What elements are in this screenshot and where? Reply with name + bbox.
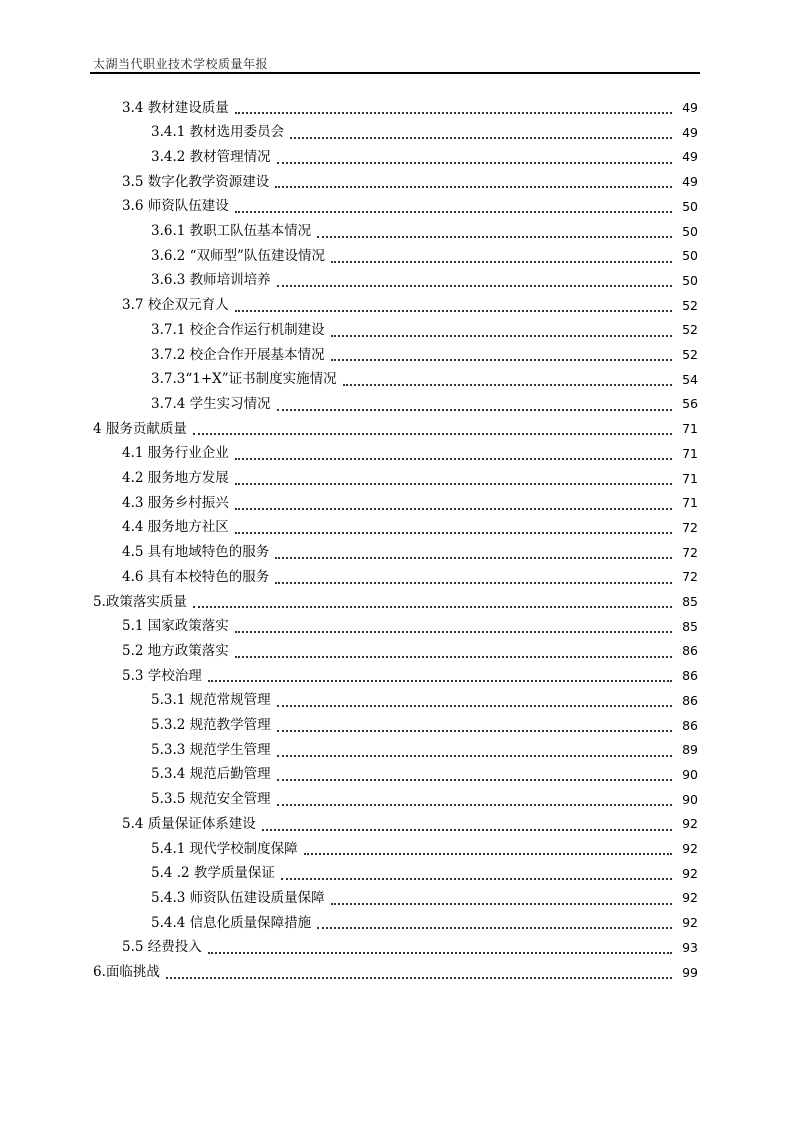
toc-entry[interactable]	[151, 862, 698, 887]
toc-entry-label: 5.4.1 现代学校制度保障	[151, 840, 298, 857]
toc-entry-page-number: 49	[682, 124, 698, 140]
toc-entry-label: 3.5 数字化教学资源建设	[122, 173, 270, 190]
toc-entry-page-number: 50	[682, 198, 698, 214]
toc-entry-page-number: 85	[682, 618, 698, 634]
toc-entry-label: 3.4.2 教材管理情况	[151, 148, 271, 165]
toc-entry-page-number: 52	[682, 347, 698, 363]
toc-entry[interactable]	[151, 145, 698, 170]
toc-entry-page-number: 92	[682, 915, 698, 931]
toc-entry-label: 5.3.5 规范安全管理	[151, 791, 271, 808]
toc-entry-label: 3.6.3 教师培训培养	[151, 272, 271, 289]
toc-entry-page-number: 72	[682, 519, 698, 535]
toc-entry[interactable]	[122, 516, 698, 541]
toc-entry-page-number: 92	[682, 841, 698, 857]
toc-entry-label: 4.3 服务乡村振兴	[122, 494, 229, 511]
toc-entry-label: 4 服务贡献质量	[93, 420, 187, 437]
toc-entry-label: 3.7 校企双元育人	[122, 297, 229, 314]
toc-dot-leader	[317, 222, 672, 238]
toc-entry-page-number: 50	[682, 272, 698, 288]
toc-entry-label: 3.4 教材建设质量	[122, 99, 229, 116]
toc-entry[interactable]	[122, 664, 698, 689]
toc-dot-leader	[277, 716, 672, 732]
toc-entry-page-number: 90	[682, 766, 698, 782]
toc-dot-leader	[166, 963, 672, 979]
toc-entry-label: 5.3.4 规范后勤管理	[151, 766, 271, 783]
toc-entry-label: 3.6.1 教职工队伍基本情况	[151, 223, 312, 240]
toc-entry[interactable]	[151, 318, 698, 343]
toc-entry-page-number: 99	[682, 964, 698, 980]
toc-entry-label: 5.3.2 规范教学管理	[151, 717, 271, 734]
toc-dot-leader	[235, 469, 672, 485]
toc-entry[interactable]	[122, 491, 698, 516]
toc-entry-label: 5.政策落实质量	[93, 593, 187, 610]
toc-entry[interactable]	[122, 467, 698, 492]
toc-dot-leader	[235, 444, 672, 460]
toc-entry-page-number: 90	[682, 791, 698, 807]
toc-entry-page-number: 86	[682, 668, 698, 684]
toc-entry[interactable]	[151, 837, 698, 862]
toc-entry[interactable]	[151, 244, 698, 269]
toc-entry[interactable]	[122, 96, 698, 121]
toc-dot-leader	[331, 247, 672, 263]
toc-entry-label: 5.4 质量保证体系建设	[122, 815, 256, 832]
toc-entry[interactable]	[151, 911, 698, 936]
toc-entry-page-number: 52	[682, 297, 698, 313]
toc-entry-page-number: 89	[682, 742, 698, 758]
toc-dot-leader	[235, 98, 672, 114]
toc-entry-label: 5.3 学校治理	[122, 667, 202, 684]
toc-entry[interactable]	[151, 763, 698, 788]
toc-entry-label: 4.1 服务行业企业	[122, 445, 229, 462]
toc-dot-leader	[331, 345, 672, 361]
toc-entry-page-number: 71	[682, 421, 698, 437]
toc-entry-page-number: 72	[682, 569, 698, 585]
toc-entry[interactable]	[122, 541, 698, 566]
toc-entry-page-number: 50	[682, 223, 698, 239]
toc-entry[interactable]	[151, 738, 698, 763]
toc-entry[interactable]	[122, 170, 698, 195]
toc-entry[interactable]	[151, 220, 698, 245]
toc-dot-leader	[281, 864, 672, 880]
toc-entry-page-number: 71	[682, 470, 698, 486]
toc-entry-page-number: 52	[682, 322, 698, 338]
toc-entry-label: 5.1 国家政策落实	[122, 618, 229, 635]
toc-dot-leader	[277, 790, 672, 806]
header-divider	[90, 72, 700, 74]
toc-dot-leader	[343, 370, 672, 386]
toc-entry-page-number: 56	[682, 396, 698, 412]
toc-dot-leader	[277, 741, 672, 757]
toc-entry-label: 4.6 具有本校特色的服务	[122, 568, 270, 585]
toc-entry-label: 5.4.4 信息化质量保障措施	[151, 914, 312, 931]
toc-entry-page-number: 93	[682, 939, 698, 955]
toc-dot-leader	[235, 296, 672, 312]
toc-dot-leader	[193, 419, 672, 435]
toc-dot-leader	[193, 592, 672, 608]
toc-entry-label: 3.6.2 “双师型”队伍建设情况	[151, 247, 325, 264]
toc-entry[interactable]	[122, 639, 698, 664]
toc-entry-page-number: 72	[682, 544, 698, 560]
toc-entry-page-number: 49	[682, 100, 698, 116]
toc-entry[interactable]	[151, 689, 698, 714]
toc-entry-label: 5.2 地方政策落实	[122, 642, 229, 659]
toc-dot-leader	[208, 938, 672, 954]
toc-entry-label: 3.7.4 学生实习情况	[151, 395, 271, 412]
toc-entry-label: 3.7.1 校企合作运行机制建设	[151, 321, 325, 338]
toc-dot-leader	[262, 815, 672, 831]
toc-dot-leader	[290, 123, 672, 139]
toc-entry-label: 3.6 师资队伍建设	[122, 198, 229, 215]
toc-entry[interactable]	[151, 343, 698, 368]
toc-entry-label: 5.3.3 规范学生管理	[151, 741, 271, 758]
toc-dot-leader	[235, 617, 672, 633]
toc-entry-label: 5.4.3 师资队伍建设质量保障	[151, 889, 325, 906]
toc-entry[interactable]	[151, 392, 698, 417]
toc-entry[interactable]	[151, 269, 698, 294]
toc-entry[interactable]	[122, 442, 698, 467]
toc-entry-label: 3.7.2 校企合作开展基本情况	[151, 346, 325, 363]
toc-entry-page-number: 71	[682, 445, 698, 461]
toc-entry-label: 5.3.1 规范常规管理	[151, 692, 271, 709]
toc-entry-page-number: 49	[682, 174, 698, 190]
toc-dot-leader	[235, 494, 672, 510]
toc-dot-leader	[277, 395, 672, 411]
toc-entry[interactable]	[93, 590, 698, 615]
toc-entry-label: 4.2 服务地方发展	[122, 470, 229, 487]
toc-dot-leader	[277, 148, 672, 164]
toc-dot-leader	[331, 889, 672, 905]
toc-entry[interactable]	[122, 936, 698, 961]
toc-entry[interactable]	[151, 788, 698, 813]
toc-dot-leader	[277, 271, 672, 287]
toc-entry[interactable]	[122, 195, 698, 220]
toc-entry-label: 3.4.1 教材选用委员会	[151, 124, 285, 141]
toc-entry-label: 5.5 经费投入	[122, 939, 202, 956]
toc-dot-leader	[208, 666, 672, 682]
toc-entry[interactable]	[151, 368, 698, 393]
toc-entry[interactable]	[151, 121, 698, 146]
toc-dot-leader	[235, 642, 672, 658]
toc-entry-page-number: 86	[682, 643, 698, 659]
toc-entry[interactable]	[122, 615, 698, 640]
toc-entry-label: 4.5 具有地域特色的服务	[122, 544, 270, 561]
toc-entry[interactable]	[93, 417, 698, 442]
toc-entry-page-number: 92	[682, 865, 698, 881]
toc-entry-page-number: 92	[682, 890, 698, 906]
toc-entry-page-number: 49	[682, 149, 698, 165]
toc-entry[interactable]	[151, 886, 698, 911]
toc-entry-page-number: 71	[682, 495, 698, 511]
toc-entry-page-number: 86	[682, 717, 698, 733]
toc-entry[interactable]	[122, 294, 698, 319]
toc-entry-page-number: 92	[682, 816, 698, 832]
toc-entry[interactable]	[151, 714, 698, 739]
toc-entry-page-number: 86	[682, 692, 698, 708]
toc-dot-leader	[304, 839, 672, 855]
toc-entry-label: 4.4 服务地方社区	[122, 519, 229, 536]
toc-dot-leader	[275, 568, 672, 584]
toc-entry[interactable]	[122, 812, 698, 837]
toc-dot-leader	[317, 913, 672, 929]
toc-entry-page-number: 50	[682, 248, 698, 264]
toc-dot-leader	[277, 765, 672, 781]
toc-entry[interactable]	[122, 565, 698, 590]
toc-dot-leader	[235, 518, 672, 534]
toc-entry-page-number: 85	[682, 594, 698, 610]
toc-dot-leader	[235, 197, 672, 213]
toc-entry-label: 6.面临挑战	[93, 964, 160, 981]
toc-dot-leader	[277, 691, 672, 707]
toc-entry-page-number: 54	[682, 371, 698, 387]
toc-dot-leader	[331, 321, 672, 337]
toc-entry[interactable]	[93, 961, 698, 986]
toc-entry-label: 3.7.3“1+X”证书制度实施情况	[151, 371, 337, 388]
toc-entry-label: 5.4 .2 教学质量保证	[151, 865, 275, 882]
toc-dot-leader	[275, 543, 672, 559]
running-header-title: 太湖当代职业技术学校质量年报	[93, 57, 269, 71]
toc-dot-leader	[275, 172, 672, 188]
